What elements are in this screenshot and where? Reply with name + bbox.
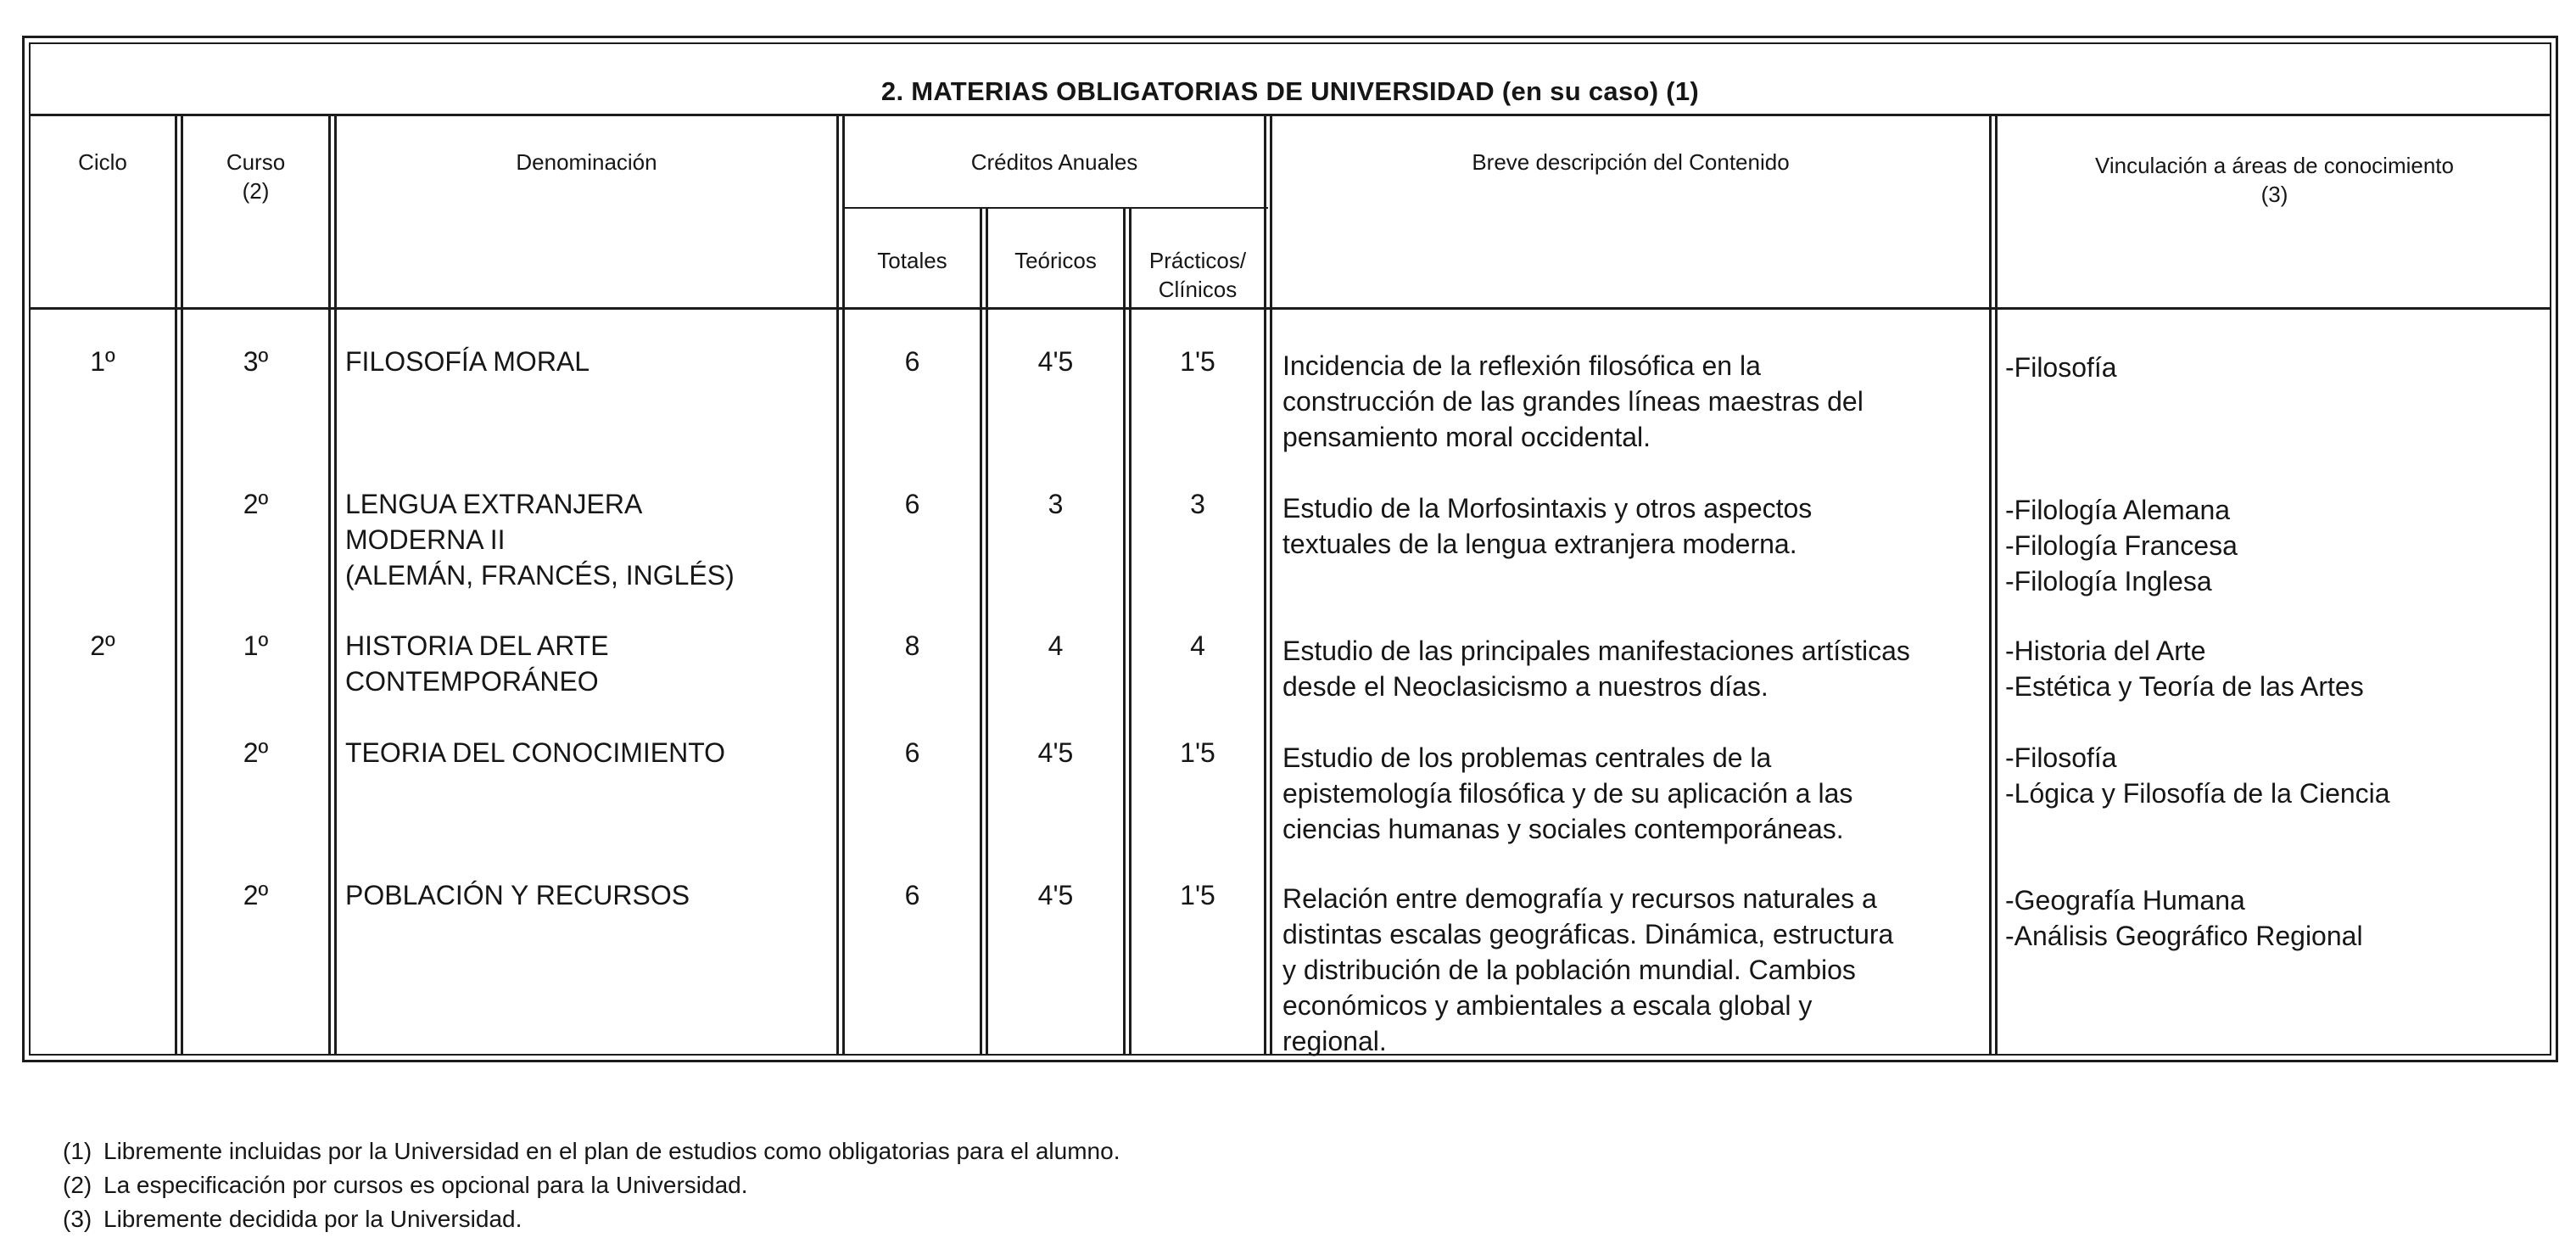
row5-practicos: 1'5 bbox=[1180, 880, 1215, 910]
row5-totales: 6 bbox=[904, 880, 920, 910]
row2-areas: -Filología Alemana -Filología Francesa -Filología Inglesa bbox=[2005, 495, 2238, 596]
row4-areas: -Filosofía -Lógica y Filosofía de la Ciencia bbox=[2005, 742, 2390, 809]
header-teoricos: Teóricos bbox=[1014, 248, 1097, 273]
col-divider-practicos-b bbox=[1270, 114, 1272, 1056]
row3-ciclo: 2º bbox=[90, 630, 115, 661]
creditos-subheader-divider bbox=[842, 207, 1268, 209]
row2-curso: 2º bbox=[243, 489, 269, 519]
header-vinculacion: Vinculación a áreas de conocimiento (3) bbox=[2094, 153, 2454, 207]
footnote-2 bbox=[63, 1171, 748, 1200]
row1-curso: 3º bbox=[243, 346, 269, 377]
row5-denominacion: POBLACIÓN Y RECURSOS bbox=[345, 880, 690, 910]
header-descripcion: Breve descripción del Contenido bbox=[1472, 149, 1790, 175]
row4-descripcion: Estudio de los problemas centrales de la epistemología filosófica y de su aplicación a las ciencias humanas y sociales contemporáneas. bbox=[1282, 742, 1853, 844]
row5-curso: 2º bbox=[243, 880, 269, 910]
footnote-3-number: (3) bbox=[63, 1206, 92, 1232]
col-divider-teoricos-a bbox=[1123, 207, 1126, 1056]
footnote-1-text: Libremente incluidas por la Universidad en el plan de estudios como obligatorias para el alumno. bbox=[103, 1138, 1120, 1164]
footnote-3 bbox=[63, 1205, 522, 1234]
row3-totales: 8 bbox=[904, 630, 920, 661]
row3-areas: -Historia del Arte -Estética y Teoría de las Artes bbox=[2005, 636, 2364, 702]
header-curso: Curso (2) bbox=[226, 149, 286, 204]
row2-practicos: 3 bbox=[1190, 489, 1205, 519]
row2-denominacion: LENGUA EXTRANJERA MODERNA II (ALEMÁN, FRANCÉS, INGLÉS) bbox=[345, 489, 735, 591]
row2-teoricos: 3 bbox=[1048, 489, 1064, 519]
footnote-3-text: Libremente decidida por la Universidad. bbox=[103, 1206, 522, 1232]
header-divider bbox=[29, 307, 2551, 310]
row3-curso: 1º bbox=[243, 630, 269, 661]
col-divider-totales-a bbox=[980, 207, 982, 1056]
col-divider-ciclo-a bbox=[175, 114, 177, 1056]
row1-practicos: 1'5 bbox=[1180, 346, 1215, 377]
row1-descripcion: Incidencia de la reflexión filosófica en la construcción de las grandes líneas maestras del pensamiento moral occidental. bbox=[1282, 350, 1864, 452]
col-divider-ciclo-b bbox=[181, 114, 183, 1056]
row1-areas: -Filosofía bbox=[2005, 352, 2117, 383]
title-divider bbox=[29, 114, 2551, 116]
table-title: 2. MATERIAS OBLIGATORIAS DE UNIVERSIDAD (en su caso) (1) bbox=[880, 76, 1700, 106]
row5-areas: -Geografía Humana -Análisis Geográfico Regional bbox=[2005, 885, 2363, 951]
row4-denominacion: TEORIA DEL CONOCIMIENTO bbox=[345, 737, 726, 768]
row1-teoricos: 4'5 bbox=[1037, 346, 1074, 377]
row3-denominacion: HISTORIA DEL ARTE CONTEMPORÁNEO bbox=[345, 630, 609, 697]
footnote-2-text: La especificación por cursos es opcional para la Universidad. bbox=[103, 1172, 748, 1198]
row4-practicos: 1'5 bbox=[1180, 737, 1215, 768]
footnote-1-number: (1) bbox=[63, 1138, 92, 1164]
col-divider-descripcion-a bbox=[1989, 114, 1992, 1056]
row5-descripcion: Relación entre demografía y recursos naturales a distintas escalas geográficas. Dinámica, estructura y distribución de la población mundial. Cambios económicos y ambientales a escala global y regional. bbox=[1282, 883, 1894, 1056]
row3-teoricos: 4 bbox=[1048, 630, 1064, 661]
header-totales: Totales bbox=[877, 248, 947, 273]
row1-ciclo: 1º bbox=[90, 346, 115, 377]
col-divider-descripcion-b bbox=[1995, 114, 1998, 1056]
row3-practicos: 4 bbox=[1190, 630, 1205, 661]
row1-denominacion: FILOSOFÍA MORAL bbox=[345, 346, 590, 377]
row4-curso: 2º bbox=[243, 737, 269, 768]
header-creditos-anuales: Créditos Anuales bbox=[970, 149, 1138, 175]
col-divider-denom-a bbox=[836, 114, 839, 1056]
col-divider-curso-a bbox=[328, 114, 331, 1056]
col-divider-curso-b bbox=[334, 114, 337, 1056]
row4-totales: 6 bbox=[904, 737, 920, 768]
row4-teoricos: 4'5 bbox=[1037, 737, 1074, 768]
row3-descripcion: Estudio de las principales manifestaciones artísticas desde el Neoclasicismo a nuestros días. bbox=[1282, 636, 1910, 702]
row2-totales: 6 bbox=[904, 489, 920, 519]
footnote-1 bbox=[63, 1137, 1120, 1166]
footnote-2-number: (2) bbox=[63, 1172, 92, 1198]
row2-descripcion: Estudio de la Morfosintaxis y otros aspectos textuales de la lengua extranjera moderna. bbox=[1282, 493, 1813, 559]
row1-totales: 6 bbox=[904, 346, 920, 377]
header-denominacion: Denominación bbox=[516, 149, 657, 175]
header-ciclo: Ciclo bbox=[78, 149, 127, 175]
row5-teoricos: 4'5 bbox=[1037, 880, 1074, 910]
col-divider-practicos-a bbox=[1264, 114, 1266, 1056]
header-practicos: Prácticos/ Clínicos bbox=[1148, 248, 1247, 302]
